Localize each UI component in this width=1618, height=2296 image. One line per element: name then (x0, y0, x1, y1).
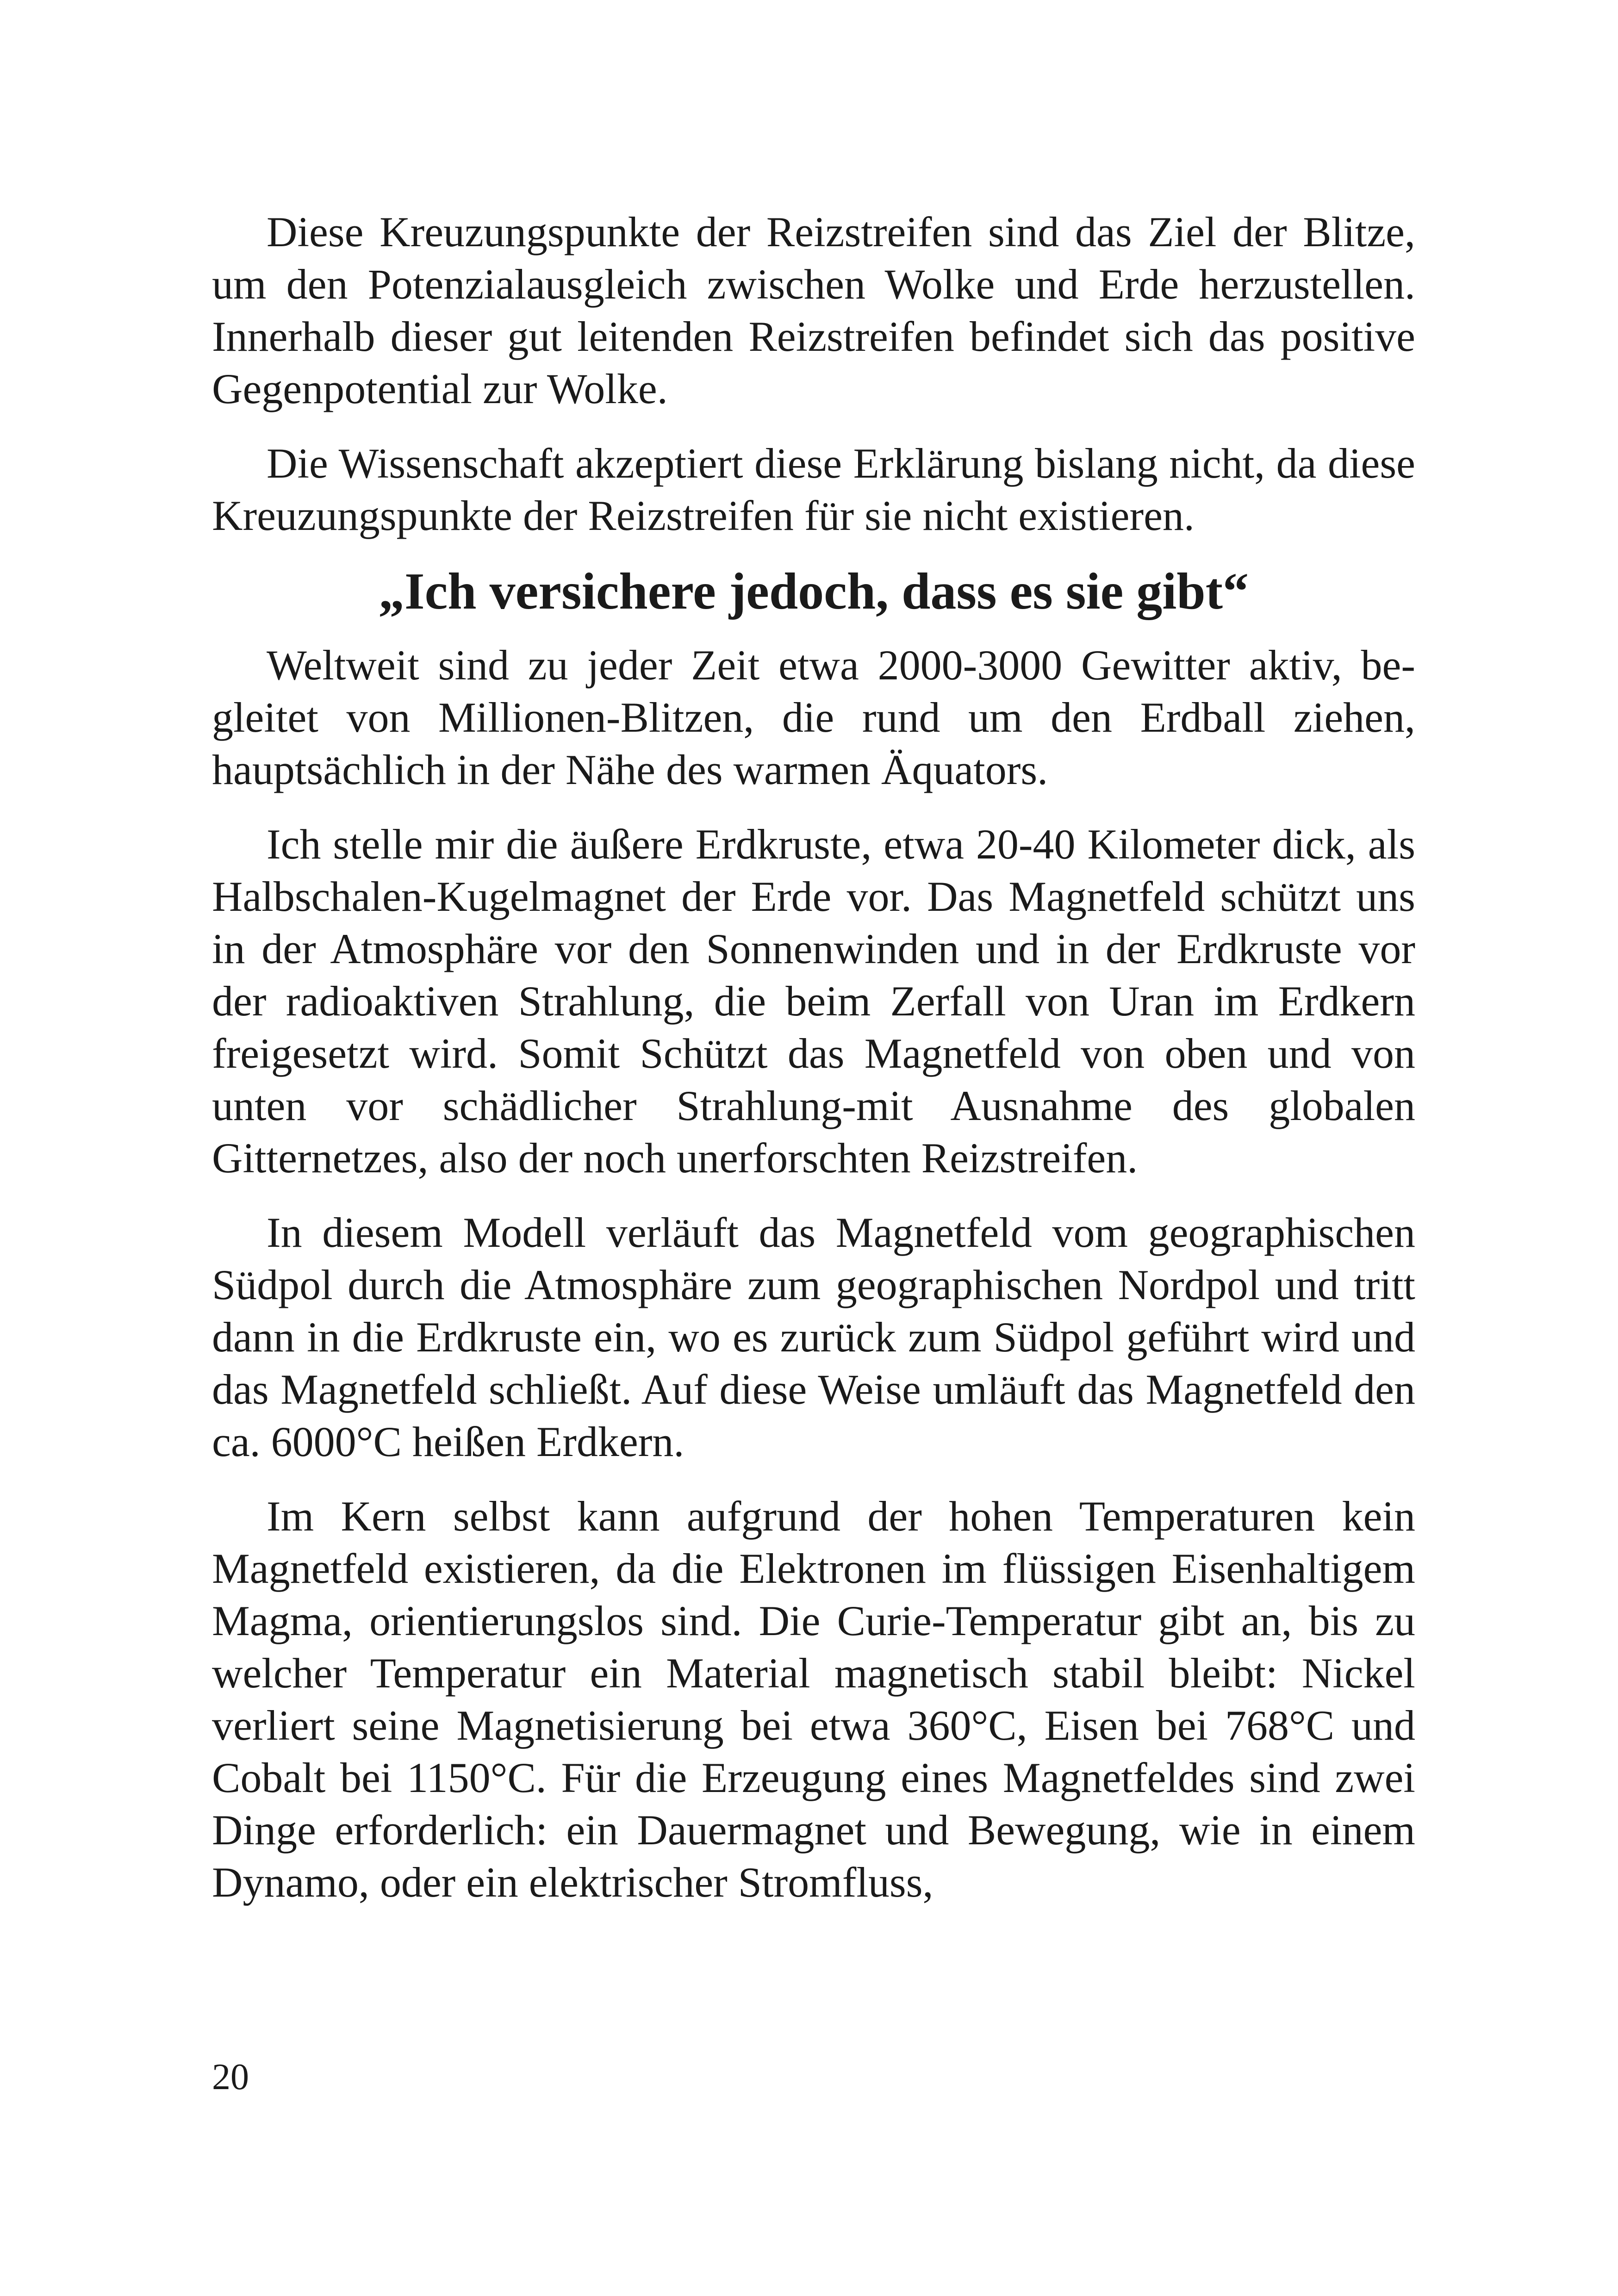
paragraph: Diese Kreuzungspunkte der Reizstreifen sind das Ziel der Blitze, um den Potenzialausgleich zwischen Wolke und Erde herzustellen. Innerhalb dieser gut leitenden Reizstreifen befindet sich das positive Gegenpotential zur Wolke. (212, 208, 1415, 412)
paragraph: Die Wissenschaft akzeptiert diese Erklärung bislang nicht, da diese Kreuzungspunkte der Reizstreifen für sie nicht existieren. (212, 440, 1415, 539)
paragraph: Im Kern selbst kann aufgrund der hohen Temperaturen kein Magnetfeld existieren, da die Elektronen im flüssigen Eisenhaltigem Magma, orientierungslos sind. Die Curie-Temperatur gibt an, bis zu welcher Temperatur ein Material magnetisch stabil bleibt: Nickel verliert seine Magnetisierung bei etwa 360°C, Eisen bei 768°C und Cobalt bei 1150°C. Für die Erzeugung eines Magnetfeldes sind zwei Dinge erforderlich: ein Dauermagnet und Bewegung, wie in einem Dynamo, oder ein elektrischer Stromfluss, (212, 1493, 1415, 1906)
page-number: 20 (212, 2057, 249, 2097)
paragraph: Ich stelle mir die äußere Erdkruste, etwa 20-40 Kilometer dick, als Halbschalen-Kugelmagnet der Erde vor. Das Magnetfeld schützt uns in der Atmosphäre vor den Sonnenwinden und in der Erdkruste vor der radioaktiven Strahlung, die beim Zerfall von Uran im Erdkern freigesetzt wird. Somit Schützt das Magnetfeld von oben und von unten vor schädlicher Strahlung-mit Ausnahme des globalen Gitternetzes, also der noch unerforschten Reizstreifen. (212, 821, 1415, 1182)
paragraph: In diesem Modell verläuft das Magnetfeld vom geographischen Südpol durch die Atmosphäre zum geographischen Nordpol und tritt dann in die Erdkruste ein, wo es zurück zum Südpol geführt wird und das Magnetfeld schließt. Auf diese Weise umläuft das Magnetfeld den ca. 6000°C heißen Erdkern. (212, 1209, 1415, 1465)
section-heading: „Ich versichere jedoch, dass es sie gibt“ (379, 563, 1249, 620)
body-text (212, 206, 1415, 1909)
paragraph: Weltweit sind zu jeder Zeit etwa 2000-3000 Gewitter aktiv, begleitet von Millionen-Blitzen, die rund um den Erdball ziehen, hauptsächlich in der Nähe des warmen Äquators. (212, 641, 1415, 793)
